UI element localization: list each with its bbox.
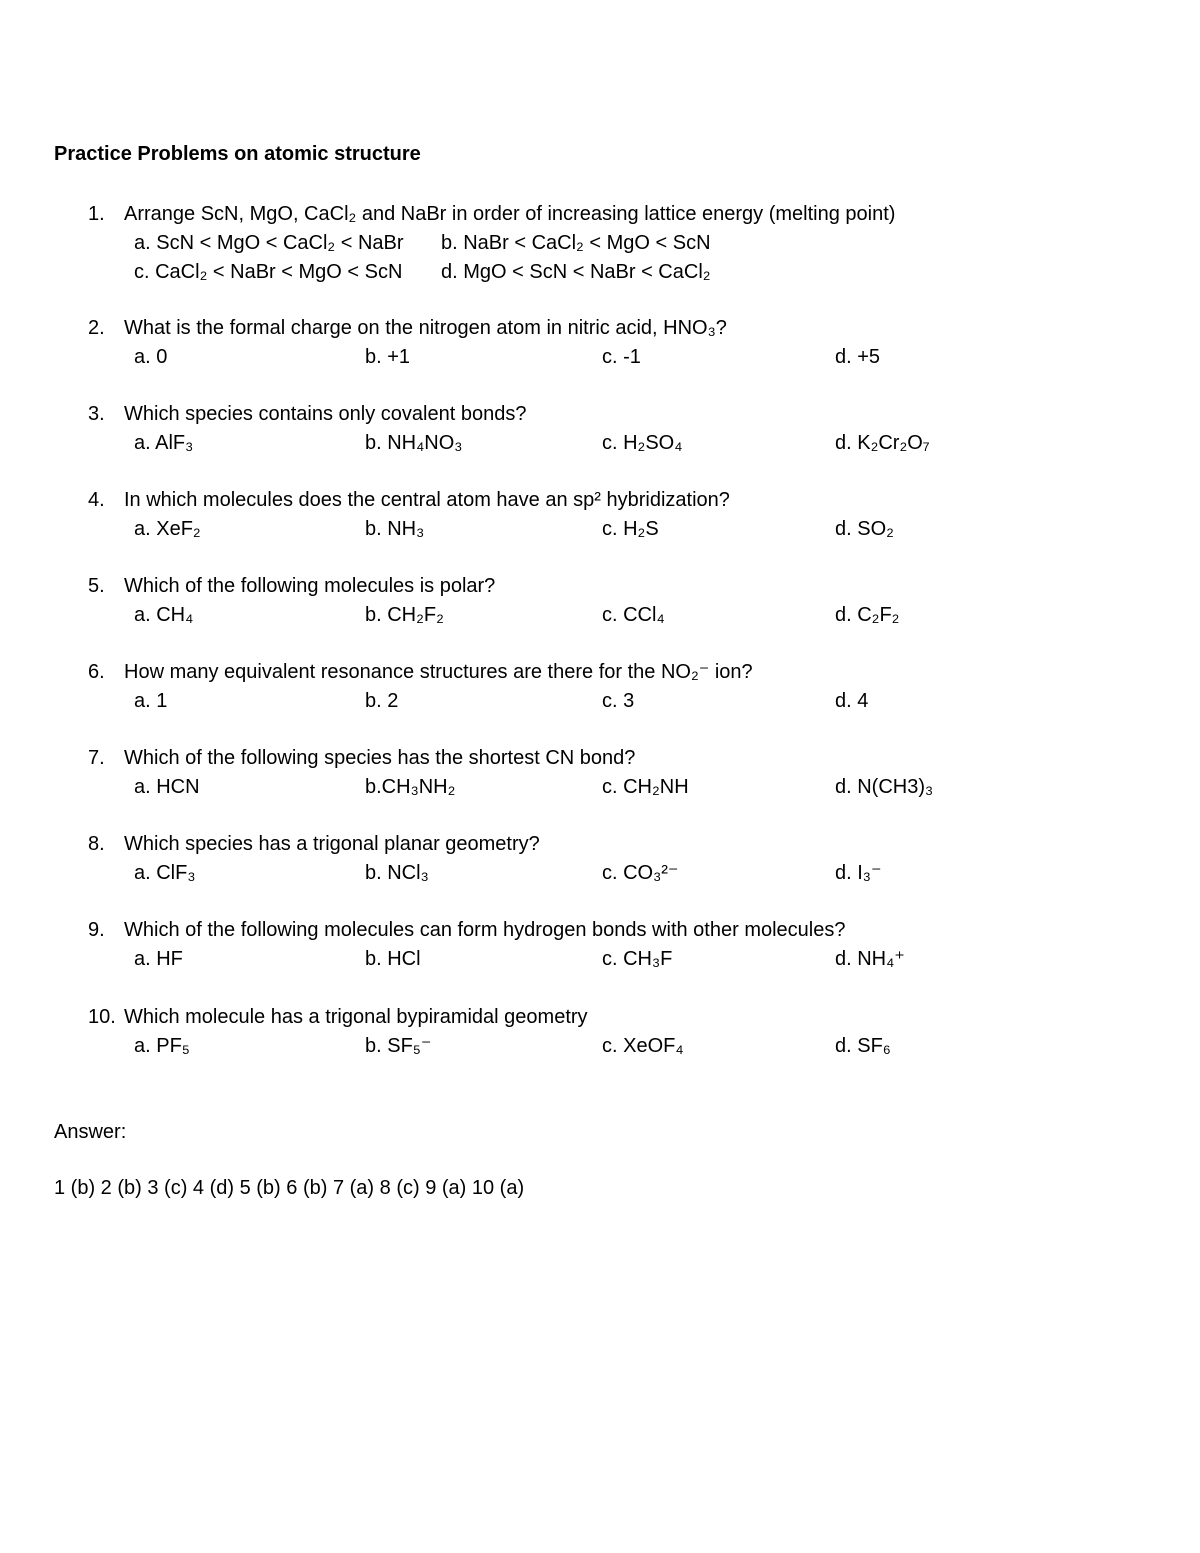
option-c: c. CH₂NH	[602, 776, 689, 798]
option-b: b. SF₅⁻	[365, 1035, 432, 1057]
option-a: a. AlF₃	[134, 432, 194, 454]
question-number: 7.	[88, 747, 105, 769]
question-9	[88, 916, 988, 974]
option-b: b. HCl	[365, 948, 421, 970]
option-b: b. CH₂F₂	[365, 604, 444, 626]
question-text: How many equivalent resonance structures are there for the NO₂⁻ ion?	[124, 661, 753, 683]
option-a: a. CH₄	[134, 604, 194, 626]
question-text: Which of the following species has the shortest CN bond?	[124, 747, 636, 769]
option-a: a. ScN < MgO < CaCl₂ < NaBr	[134, 232, 404, 254]
option-c: c. H₂SO₄	[602, 432, 683, 454]
question-10	[88, 1003, 988, 1061]
option-c: c. CaCl₂ < NaBr < MgO < ScN	[134, 261, 403, 283]
option-b: b. +1	[365, 346, 411, 368]
question-number: 9.	[88, 919, 105, 941]
question-text: Which species contains only covalent bonds?	[124, 403, 527, 425]
question-text: Which molecule has a trigonal bypiramidal geometry	[124, 1006, 588, 1028]
answer-label: Answer:	[54, 1121, 127, 1143]
page-title: Practice Problems on atomic structure	[54, 143, 421, 165]
question-text: Arrange ScN, MgO, CaCl₂ and NaBr in order of increasing lattice energy (melting point)	[124, 203, 896, 225]
answer-key: 1 (b) 2 (b) 3 (c) 4 (d) 5 (b) 6 (b) 7 (a) 8 (c) 9 (a) 10 (a)	[54, 1177, 525, 1199]
question-number: 2.	[88, 317, 105, 339]
question-6	[88, 658, 988, 716]
option-a: a. 1	[134, 690, 168, 712]
option-c: c. 3	[602, 690, 635, 712]
question-text: In which molecules does the central atom have an sp² hybridization?	[124, 489, 730, 511]
option-c: c. XeOF₄	[602, 1035, 684, 1057]
question-5	[88, 572, 988, 630]
option-c: c. CCl₄	[602, 604, 665, 626]
option-a: a. XeF₂	[134, 518, 201, 540]
question-2	[88, 314, 988, 372]
option-d: d. SO₂	[835, 518, 894, 540]
option-a: a. ClF₃	[134, 862, 196, 884]
question-number: 8.	[88, 833, 105, 855]
option-b: b.CH₃NH₂	[365, 776, 456, 798]
option-b: b. NH₃	[365, 518, 425, 540]
option-d: d. C₂F₂	[835, 604, 900, 626]
question-7	[88, 744, 988, 802]
option-c: c. CH₃F	[602, 948, 673, 970]
option-b: b. 2	[365, 690, 399, 712]
question-1	[88, 200, 988, 287]
option-d: d. +5	[835, 346, 881, 368]
question-8	[88, 830, 988, 888]
option-c: c. -1	[602, 346, 641, 368]
option-d: d. NH₄⁺	[835, 948, 905, 970]
question-number: 10.	[88, 1006, 116, 1028]
option-a: a. PF₅	[134, 1035, 190, 1057]
question-3	[88, 400, 988, 458]
question-text: Which of the following molecules is polar?	[124, 575, 496, 597]
option-b: b. NCl₃	[365, 862, 429, 884]
option-d: d. SF₆	[835, 1035, 891, 1057]
option-a: a. HCN	[134, 776, 200, 798]
question-number: 4.	[88, 489, 105, 511]
option-d: d. I₃⁻	[835, 862, 882, 884]
question-text: Which species has a trigonal planar geometry?	[124, 833, 540, 855]
option-c: c. H₂S	[602, 518, 659, 540]
question-4	[88, 486, 988, 544]
option-d: d. N(CH3)₃	[835, 776, 934, 798]
option-c: c. CO₃²⁻	[602, 862, 679, 884]
option-d: d. K₂Cr₂O₇	[835, 432, 930, 454]
question-number: 5.	[88, 575, 105, 597]
question-text: Which of the following molecules can form hydrogen bonds with other molecules?	[124, 919, 846, 941]
question-number: 6.	[88, 661, 105, 683]
option-b: b. NaBr < CaCl₂ < MgO < ScN	[441, 232, 711, 254]
option-a: a. 0	[134, 346, 168, 368]
question-text: What is the formal charge on the nitrogen atom in nitric acid, HNO₃?	[124, 317, 727, 339]
option-b: b. NH₄NO₃	[365, 432, 463, 454]
option-d: d. MgO < ScN < NaBr < CaCl₂	[441, 261, 711, 283]
option-a: a. HF	[134, 948, 183, 970]
question-number: 1.	[88, 203, 105, 225]
question-number: 3.	[88, 403, 105, 425]
option-d: d. 4	[835, 690, 869, 712]
